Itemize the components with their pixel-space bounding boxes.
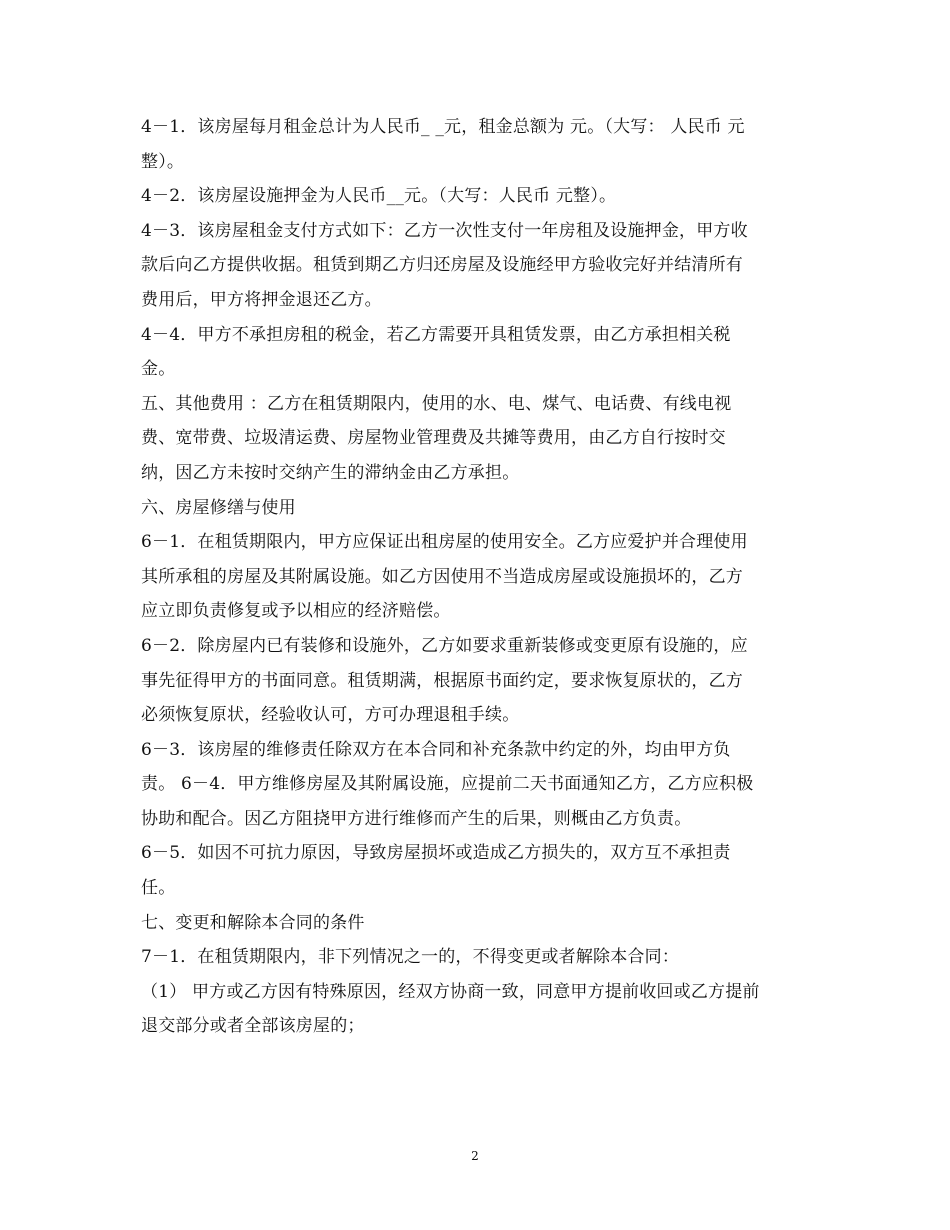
- text-line: 必须恢复原状，经验收认可，方可办理退租手续。: [141, 705, 520, 726]
- text-line: 费、宽带费、垃圾清运费、房屋物业管理费及共摊等费用，由乙方自行按时交: [141, 428, 726, 449]
- text-line: 金。: [141, 359, 176, 380]
- text-line: 退交部分或者全部该房屋的；: [141, 1016, 365, 1037]
- section-heading-change-termination: 七、变更和解除本合同的条件: [141, 912, 365, 933]
- text-line: 4－2．该房屋设施押金为人民币__元。（大写：人民币 元整）。: [141, 186, 617, 207]
- section-heading-repair-use: 六、房屋修缮与使用: [141, 497, 296, 518]
- text-line: 责。 6－4．甲方维修房屋及其附属设施，应提前二天书面通知乙方，乙方应积极: [141, 774, 754, 795]
- text-line: 6－5．如因不可抗力原因，导致房屋损坏或造成乙方损失的，双方互不承担责: [141, 843, 731, 864]
- text-line: 4－4．甲方不承担房租的税金，若乙方需要开具租赁发票，由乙方承担相关税: [141, 324, 731, 345]
- text-line: 整）。: [141, 151, 185, 172]
- text-line: 7－1．在租赁期限内，非下列情况之一的，不得变更或者解除本合同：: [141, 947, 680, 968]
- text-line: 6－1．在租赁期限内，甲方应保证出租房屋的使用安全。乙方应爱护并合理使用: [141, 532, 748, 553]
- text-line: 任。: [141, 878, 176, 899]
- text-line: 费用后，甲方将押金退还乙方。: [141, 289, 382, 310]
- section-heading-other-fees: 五、其他费用 ：乙方在租赁期限内，使用的水、电、煤气、电话费、有线电视: [141, 393, 732, 414]
- page-number: 2: [471, 1149, 479, 1163]
- text-line: （1） 甲方或乙方因有特殊原因，经双方协商一致，同意甲方提前收回或乙方提前: [141, 981, 760, 1002]
- text-line: 款后向乙方提供收据。租赁到期乙方归还房屋及设施经甲方验收完好并结清所有: [141, 255, 743, 276]
- text-line: 应立即负责修复或予以相应的经济赔偿。: [141, 601, 451, 622]
- text-line: 事先征得甲方的书面同意。租赁期满，根据原书面约定，要求恢复原状的，乙方: [141, 670, 743, 691]
- text-line: 4－1．该房屋每月租金总计为人民币_ _元，租金总额为 元。（大写： 人民币 元: [141, 117, 745, 137]
- text-line: 6－2．除房屋内已有装修和设施外，乙方如要求重新装修或变更原有设施的，应: [141, 635, 748, 656]
- text-line: 6－3．该房屋的维修责任除双方在本合同和补充条款中约定的外，均由甲方负: [141, 739, 731, 760]
- text-line: 纳，因乙方未按时交纳产生的滞纳金由乙方承担。: [141, 462, 520, 483]
- document-body: [141, 110, 813, 1044]
- text-line: 协助和配合。因乙方阻挠甲方进行维修而产生的后果，则概由乙方负责。: [141, 808, 692, 829]
- text-line: 其所承租的房屋及其附属设施。如乙方因使用不当造成房屋或设施损坏的，乙方: [141, 566, 743, 587]
- text-line: 4－3．该房屋租金支付方式如下：乙方一次性支付一年房租及设施押金，甲方收: [141, 220, 748, 241]
